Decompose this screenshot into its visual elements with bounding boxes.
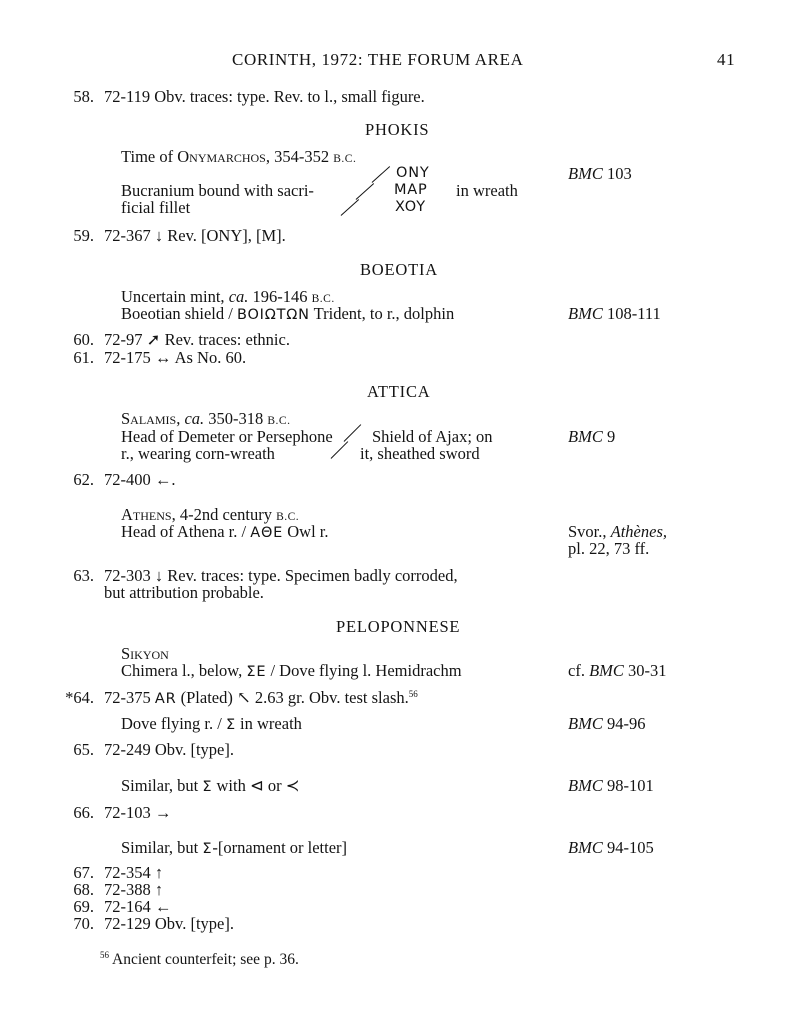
entry-63-text-line-1: 72-303 ↓ Rev. traces: type. Specimen badly corroded, — [104, 566, 458, 585]
entry-number-65: 65. — [73, 740, 94, 759]
entry-number-60: 60. — [73, 330, 94, 349]
entry-65-text: 72-249 Obv. [type]. — [104, 740, 234, 759]
entry-number-68: 68. — [73, 880, 94, 899]
sikyon-hemidrachm-description: Chimera l., below, ΣE / Dove flying l. Hemidrachm — [121, 661, 462, 680]
entry-63-text-line-2: but attribution probable. — [104, 583, 264, 602]
salamis-reverse-line-1: Shield of Ajax; on — [372, 427, 493, 446]
salamis-obverse-line-1: Head of Demeter or Persephone — [121, 427, 333, 446]
divider-slash — [344, 424, 362, 442]
phokis-legend-line-3: XOY — [395, 199, 426, 215]
entry-61-text: 72-175 ↔ As No. 60. — [104, 348, 247, 367]
entry-69-text: 72-164 ← — [104, 897, 172, 916]
similar-variant-1-reference: BMC 98-101 — [568, 776, 654, 795]
page-number: 41 — [717, 50, 736, 69]
entry-number-70: 70. — [73, 914, 94, 933]
phokis-reverse-description: in wreath — [456, 181, 518, 200]
divider-slash — [372, 166, 391, 183]
phokis-legend-line-2: MAP — [394, 182, 428, 198]
entry-number-62: 62. — [73, 470, 94, 489]
athens-reference-line-1: Svor., Athènes, — [568, 522, 667, 541]
entry-62-text: 72-400 ←. — [104, 470, 176, 489]
sikyon-hemidrachm-reference: cf. BMC 30-31 — [568, 661, 667, 680]
salamis-reverse-line-2: it, sheathed sword — [360, 444, 480, 463]
entry-64-text: 72-375 AR (Plated) ↖ 2.63 gr. Obv. test slash.$^{56}$ — [104, 688, 418, 707]
phokis-reference: BMC 103 — [568, 164, 632, 183]
divider-slash — [341, 199, 360, 216]
footnote: $^{56}$ Ancient counterfeit; see p. 36. — [100, 950, 299, 968]
phokis-legend-line-1: ONY — [396, 165, 430, 181]
entry-number-61: 61. — [73, 348, 94, 367]
footnote-marker: 56 — [408, 689, 418, 699]
dove-type-description: Dove flying r. / Σ in wreath — [121, 714, 302, 733]
section-heading-peloponnese: PELOPONNESE — [336, 617, 461, 636]
entry-59-text: 72-367 ↓ Rev. [ONY], [M]. — [104, 226, 286, 245]
boeotia-reference: BMC 108-111 — [568, 304, 661, 323]
divider-slash — [331, 441, 349, 459]
sikyon-heading: Sikyon — [121, 644, 169, 663]
entry-number-64: *64. — [65, 688, 94, 707]
similar-variant-1-description: Similar, but Σ with ⊲ or ≺ — [121, 776, 300, 795]
entry-number-58: 58. — [73, 87, 94, 106]
similar-variant-2-description: Similar, but Σ-[ornament or letter] — [121, 838, 348, 857]
salamis-heading: Salamis, ca. 350-318 B.C. — [121, 409, 291, 428]
entry-number-67: 67. — [73, 863, 94, 882]
footnote-number: 56 — [100, 950, 109, 960]
athens-reference-line-2: pl. 22, 73 ff. — [568, 539, 650, 558]
entry-number-66: 66. — [73, 803, 94, 822]
section-heading-phokis: PHOKIS — [365, 120, 430, 139]
divider-slash — [356, 183, 375, 200]
entry-number-69: 69. — [73, 897, 94, 916]
similar-variant-2-reference: BMC 94-105 — [568, 838, 654, 857]
salamis-obverse-line-2: r., wearing corn-wreath — [121, 444, 275, 463]
running-header-title: CORINTH, 1972: THE FORUM AREA — [232, 50, 524, 69]
entry-67-text: 72-354 ↑ — [104, 863, 164, 882]
boeotia-type-description: Boeotian shield / BOIΩTΩN Trident, to r., dolphin — [121, 304, 455, 323]
phokis-obverse-line-1: Bucranium bound with sacri- — [121, 181, 314, 200]
entry-58-text: 72-119 Obv. traces: type. Rev. to l., small figure. — [104, 87, 425, 106]
entry-68-text: 72-388 ↑ — [104, 880, 164, 899]
entry-60-text: 72-97 ➚ Rev. traces: ethnic. — [104, 330, 290, 349]
boeotia-mint: Uncertain mint, ca. 196-146 B.C. — [121, 287, 335, 306]
entry-70-text: 72-129 Obv. [type]. — [104, 914, 234, 933]
entry-number-63: 63. — [73, 566, 94, 585]
entry-66-text: 72-103 → — [104, 803, 172, 822]
phokis-period: Time of Onymarchos, 354-352 B.C. — [121, 147, 357, 166]
dove-reference: BMC 94-96 — [568, 714, 646, 733]
salamis-reference: BMC 9 — [568, 427, 616, 446]
athens-type-description: Head of Athena r. / AΘE Owl r. — [121, 522, 329, 541]
athens-heading: Athens, 4-2nd century B.C. — [121, 505, 300, 524]
entry-number-59: 59. — [73, 226, 94, 245]
section-heading-boeotia: BOEOTIA — [360, 260, 439, 279]
section-heading-attica: ATTICA — [367, 382, 431, 401]
phokis-obverse-line-2: ficial fillet — [121, 198, 191, 217]
